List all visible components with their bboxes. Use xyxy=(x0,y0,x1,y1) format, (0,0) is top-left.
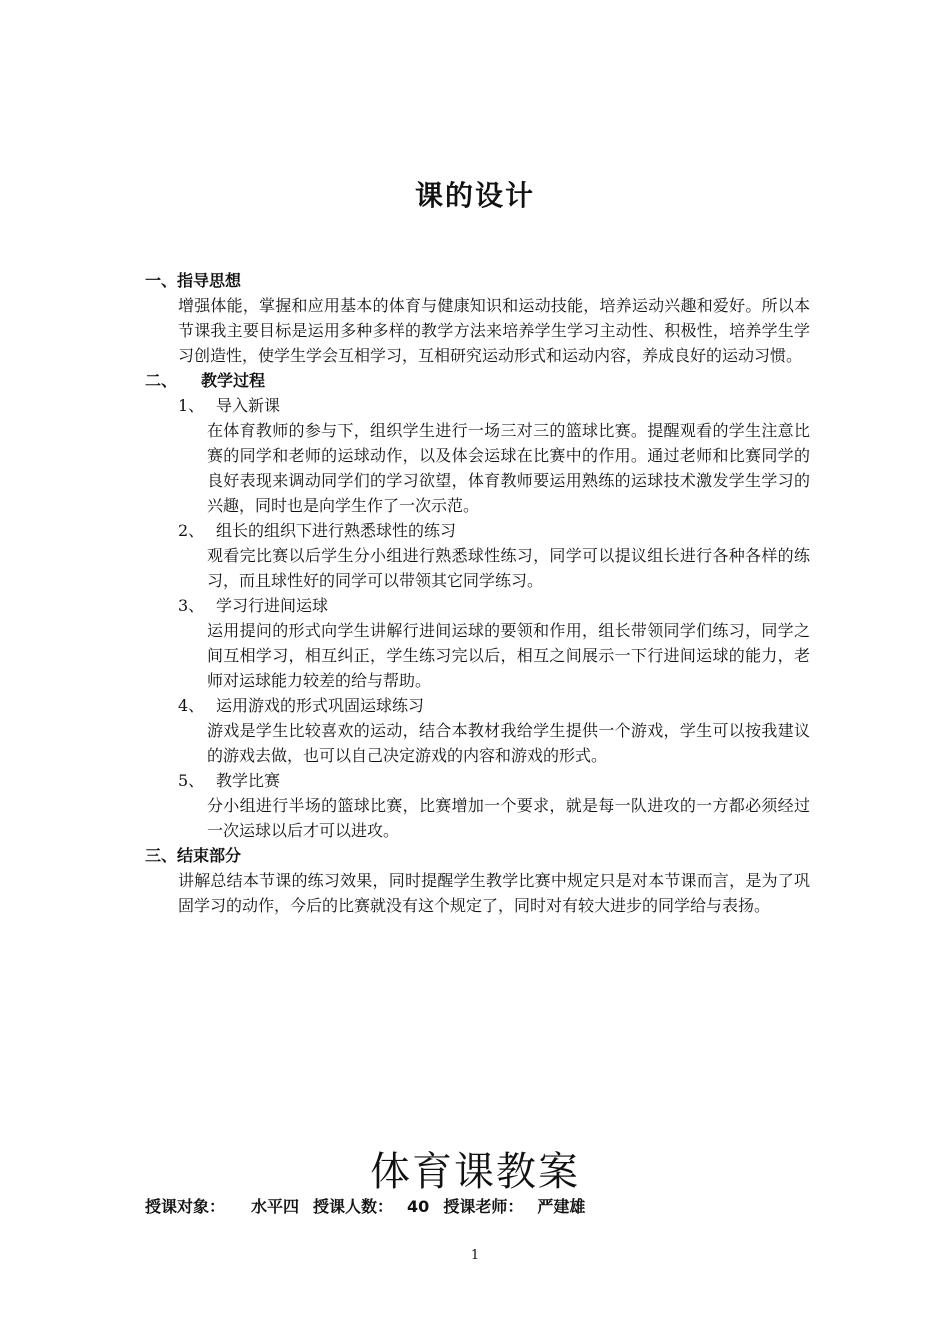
section-3-heading xyxy=(145,843,810,868)
teacher-label: 授课老师： xyxy=(443,1197,524,1216)
target-label: 授课对象： xyxy=(145,1197,226,1216)
step-2-index: 2、 xyxy=(178,521,205,540)
section-2-title: 教学过程 xyxy=(201,371,266,390)
section-3-number: 三、 xyxy=(145,846,178,865)
section-1-heading xyxy=(145,268,810,293)
step-5-heading xyxy=(145,768,810,793)
section-3-body: 讲解总结本节课的练习效果，同时提醒学生教学比赛中规定只是对本节课而言，是为了巩固学习的动作，今后的比赛就没有这个规定了，同时对有较大进步的同学给与表扬。 xyxy=(178,871,810,915)
page-number: 1 xyxy=(470,1248,480,1263)
document-body xyxy=(145,268,810,918)
step-4-heading xyxy=(145,693,810,718)
section-1-body: 增强体能，掌握和应用基本的体育与健康知识和运动技能，培养运动兴趣和爱好。所以本节课我主要目标是运用多种多样的教学方法来培养学生学习主动性、积极性，培养学生学习创造性，使学生学会互相学习，互相研究运动形式和运动内容，养成良好的运动习惯。 xyxy=(178,296,810,365)
step-1-body: 在体育教师的参与下，组织学生进行一场三对三的篮球比赛。提醒观看的学生注意比赛的同学和老师的运球动作，以及体会运球在比赛中的作用。通过老师和比赛同学的良好表现来调动同学们的学习欲望，体育教师要运用熟练的运球技术激发学生学习的兴趣，同时也是向学生作了一次示范。 xyxy=(207,421,810,515)
lesson-info-line xyxy=(145,1194,599,1217)
step-3-label: 学习行进间运球 xyxy=(216,596,329,615)
step-2-body: 观看完比赛以后学生分小组进行熟悉球性练习，同学可以提议组长进行各种各样的练习，而且球性好的同学可以带领其它同学练习。 xyxy=(207,546,810,590)
count-label: 授课人数： xyxy=(313,1197,394,1216)
step-3-heading xyxy=(145,593,810,618)
step-5-index: 5、 xyxy=(178,771,205,790)
step-1-index: 1、 xyxy=(178,396,205,415)
step-3-index: 3、 xyxy=(178,596,205,615)
section-1-number: 一、 xyxy=(145,271,178,290)
step-4-body: 游戏是学生比较喜欢的运动，结合本教材我给学生提供一个游戏，学生可以按我建议的游戏去做，也可以自己决定游戏的内容和游戏的形式。 xyxy=(207,721,810,765)
step-2-label: 组长的组织下进行熟悉球性的练习 xyxy=(216,521,457,540)
section-2-number: 二、 xyxy=(145,371,178,390)
section-2-heading xyxy=(145,368,810,393)
page-title: 课的设计 xyxy=(414,179,535,212)
target-value: 水平四 xyxy=(251,1197,300,1216)
step-4-label: 运用游戏的形式巩固运球练习 xyxy=(216,696,425,715)
teacher-value: 严建雄 xyxy=(537,1197,586,1216)
lesson-plan-title: 体育课教案 xyxy=(370,1149,580,1195)
step-1-heading xyxy=(145,393,810,418)
step-1-label: 导入新课 xyxy=(216,396,281,415)
count-value: 40 xyxy=(407,1197,430,1216)
step-5-body: 分小组进行半场的篮球比赛，比赛增加一个要求，就是每一队进攻的一方都必须经过一次运球以后才可以进攻。 xyxy=(207,796,810,840)
step-5-label: 教学比赛 xyxy=(216,771,281,790)
step-2-heading xyxy=(145,518,810,543)
step-4-index: 4、 xyxy=(178,696,205,715)
step-3-body: 运用提问的形式向学生讲解行进间运球的要领和作用，组长带领同学们练习，同学之间互相学习，相互纠正，学生练习完以后，相互之间展示一下行进间运球的能力，老师对运球能力较差的给与帮助。 xyxy=(207,621,810,690)
section-3-title: 结束部分 xyxy=(177,846,242,865)
section-1-title: 指导思想 xyxy=(177,271,242,290)
